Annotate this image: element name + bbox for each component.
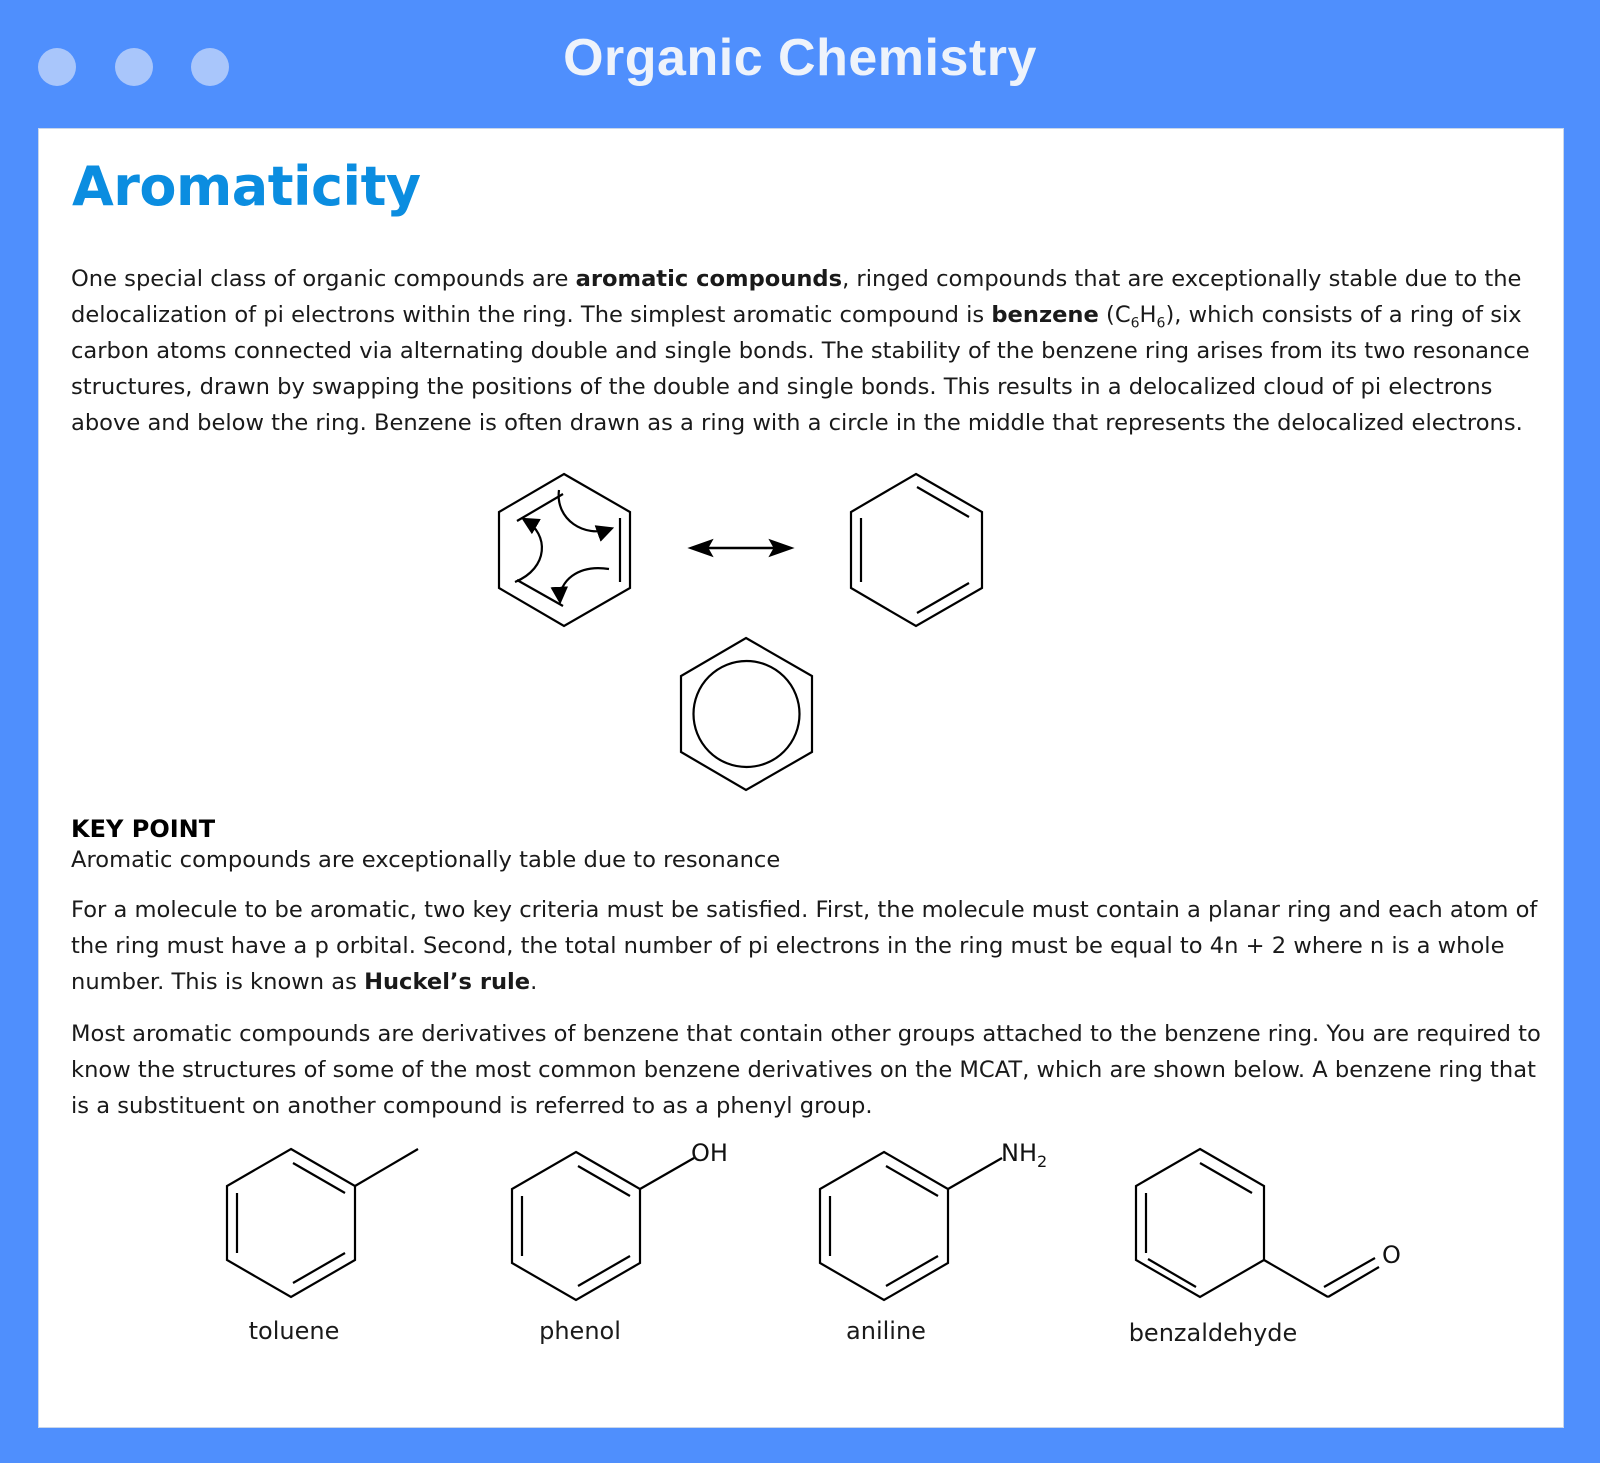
aniline-label: aniline [846, 1317, 926, 1345]
content-panel [38, 128, 1564, 1428]
toluene-label: toluene [248, 1317, 340, 1345]
resonance-double-arrow [689, 539, 793, 557]
benzene-circle-structure [679, 636, 815, 792]
aromatic-criteria-paragraph: For a molecule to be aromatic, two key criteria must be satisfied. First, the molecule must contain a planar ring and each atom of the ring must have a p orbital. Second, the total number of pi electrons in the ring must be equal to 4n + 2 where n is a whole number. This is known as Huckel’s rule. [71, 897, 1538, 995]
benzaldehyde-structure [1134, 1147, 1404, 1299]
window-titlebar [0, 0, 1600, 128]
section-heading: Aromaticity [72, 155, 421, 218]
term-huckels-rule: Huckel’s rule [364, 969, 531, 995]
aniline-structure [818, 1150, 1018, 1300]
term-benzene: benzene [991, 302, 1099, 328]
phenol-structure [510, 1150, 710, 1300]
phenol-hydroxyl-label: OH [691, 1139, 728, 1167]
key-point-label: KEY POINT [71, 815, 216, 843]
term-aromatic-compounds: aromatic compounds [575, 266, 843, 292]
phenol-label: phenol [539, 1317, 621, 1345]
intro-paragraph: One special class of organic compounds are aromatic compounds, ringed compounds that are exceptionally stable due to the delocalization of pi electrons within the ring. The simplest aromatic compound is benzene $(C_6H_6)$, which consists of a ring of six carbon atoms connected via alternating double and single bonds. The stability of the benzene ring arises from its two resonance structures, drawn by swapping the positions of the double and single bonds. This results in a delocalized cloud of pi electrons above and below the ring. Benzene is often drawn as a ring with a circle in the middle that represents the delocalized electrons. [71, 266, 1530, 436]
benzene-resonance-structure [849, 472, 985, 628]
derivatives-paragraph: Most aromatic compounds are derivatives of benzene that contain other groups attached to the benzene ring. You are required to know the structures of some of the most common benzene derivatives on the MCAT, which are shown below. A benzene ring that is a substituent on another compound is referred to as a phenyl group. [71, 1021, 1541, 1119]
toluene-structure [225, 1147, 425, 1297]
key-point-text: Aromatic compounds are exceptionally table due to resonance [71, 847, 781, 873]
aldehyde-oxygen-label: O [1382, 1241, 1401, 1269]
benzene-resonance-arrows-diagram [497, 472, 633, 628]
aniline-amino-label: $NH_2$ [1001, 1139, 1048, 1171]
benzaldehyde-label: benzaldehyde [1128, 1319, 1298, 1347]
window-title: Organic Chemistry [563, 29, 1037, 87]
